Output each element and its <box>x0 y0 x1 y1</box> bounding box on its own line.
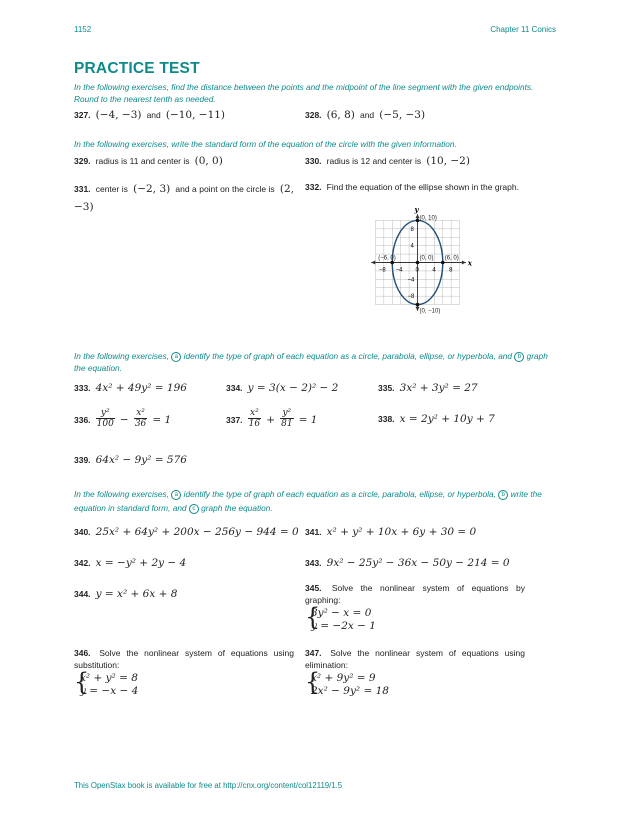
equation-system: { x² + 9y² = 9 2x² − 9y² = 18 <box>305 668 389 697</box>
problem-347: 347. Solve the nonlinear system of equations using elimination: { x² + 9y² = 9 2x² − 9y² = 18 <box>305 648 525 697</box>
problem-333: 333. 4x² + 49y² = 196 <box>74 382 187 394</box>
problem-345: 345. Solve the nonlinear system of equations by graphing: { 3y² − x = 0 y = −2x − 1 <box>305 583 525 632</box>
chapter-title: Chapter 11 Conics <box>490 25 556 34</box>
x-tick-label: 8 <box>449 267 453 274</box>
problem-344: 344. y = x² + 6x + 8 <box>74 588 178 600</box>
point-label: (0, 10) <box>419 215 437 222</box>
equation-system: { x² + y² = 8 y = −x − 4 <box>74 668 139 697</box>
point-label: (−6, 0) <box>378 255 396 262</box>
x-tick-label: −4 <box>395 267 403 274</box>
problem-336: 336. $\frac{\text{y²}}{100}$ − $\frac{\text{x²}}{36}$ = 1 <box>74 408 172 429</box>
problem-335: 335. 3x² + 3y² = 27 <box>378 382 478 394</box>
problem-337: 337. $\frac{\text{x²}}{16}$ + $\frac{\text{y²}}{81}$ = 1 <box>226 408 318 429</box>
problem-327: 327. (−4, −3) and (−10, −11) <box>74 109 226 121</box>
point-label: (6, 0) <box>444 255 459 262</box>
marker-b-icon: b <box>514 352 524 362</box>
y-tick-label: −4 <box>407 277 415 284</box>
problem-338: 338. x = 2y² + 10y + 7 <box>378 413 495 425</box>
ellipse-graph <box>355 200 480 325</box>
y-tick-label: −8 <box>407 294 415 301</box>
y-tick-label: 8 <box>410 226 414 233</box>
point-label: (0, −10) <box>419 308 441 315</box>
instructions-circle: In the following exercises, write the standard form of the equation of the circle with the given information. <box>74 139 457 149</box>
problem-342: 342. x = −y² + 2y − 4 <box>74 557 187 569</box>
point-label: (0, 0) <box>419 255 434 262</box>
problem-334: 334. y = 3(x − 2)² − 2 <box>226 382 339 394</box>
x-axis-arrow-icon <box>462 261 466 265</box>
problem-328: 328. (6, 8) and (−5, −3) <box>305 109 426 121</box>
instructions-identify-graph: In the following exercises, a identify the type of graph of each equation as a circle, parabola, ellipse, or hyperbola, and b graph the equation. <box>74 351 548 373</box>
marker-b-icon: b <box>498 490 508 500</box>
problem-339: 339. 64x² − 9y² = 576 <box>74 454 187 466</box>
problem-341: 341. x² + y² + 10x + 6y + 30 = 0 <box>305 526 477 538</box>
problem-330: 330. radius is 12 and center is (10, −2) <box>305 155 470 167</box>
plotted-point <box>416 303 420 307</box>
footer-note: This OpenStax book is available for free at http://cnx.org/content/col12119/1.5 <box>74 781 343 790</box>
problem-329: 329. radius is 11 and center is (0, 0) <box>74 155 223 167</box>
marker-c-icon: c <box>189 504 199 514</box>
y-tick-label: 4 <box>410 243 414 250</box>
problem-343: 343. 9x² − 25y² − 36x − 50y − 214 = 0 <box>305 557 510 569</box>
problem-331: 331. center is (−2, 3) and a point on the circle is (2, −3) <box>74 183 294 213</box>
x-tick-label: 4 <box>432 267 436 274</box>
problem-332: 332. Find the equation of the ellipse shown in the graph. <box>305 182 519 192</box>
instructions-distance-midpoint: In the following exercises, find the distance between the points and the midpoint of the line segment with the given endpoints. Round to the nearest tenth as needed. <box>74 82 534 104</box>
equation-system: { 3y² − x = 0 y = −2x − 1 <box>305 603 376 632</box>
x-axis-arrow-icon <box>371 261 375 265</box>
problem-340: 340. 25x² + 64y² + 200x − 256y − 944 = 0 <box>74 526 299 538</box>
x-tick-label: 0 <box>415 267 419 274</box>
y-axis-label: y <box>414 205 419 215</box>
instructions-standard-form: In the following exercises, a identify the type of graph of each equation as a circle, parabola, ellipse, or hyperbola, b write the equation in standard form, and c graph the equation. <box>74 489 542 513</box>
marker-a-icon: a <box>171 352 181 362</box>
problem-346: 346. Solve the nonlinear system of equations using substitution: { x² + y² = 8 y = −x − 4 <box>74 648 294 697</box>
x-tick-label: −8 <box>378 267 386 274</box>
section-title: PRACTICE TEST <box>74 60 200 77</box>
marker-a-icon: a <box>171 490 181 500</box>
x-axis-label: x <box>467 258 472 268</box>
page-number: 1152 <box>74 25 92 34</box>
